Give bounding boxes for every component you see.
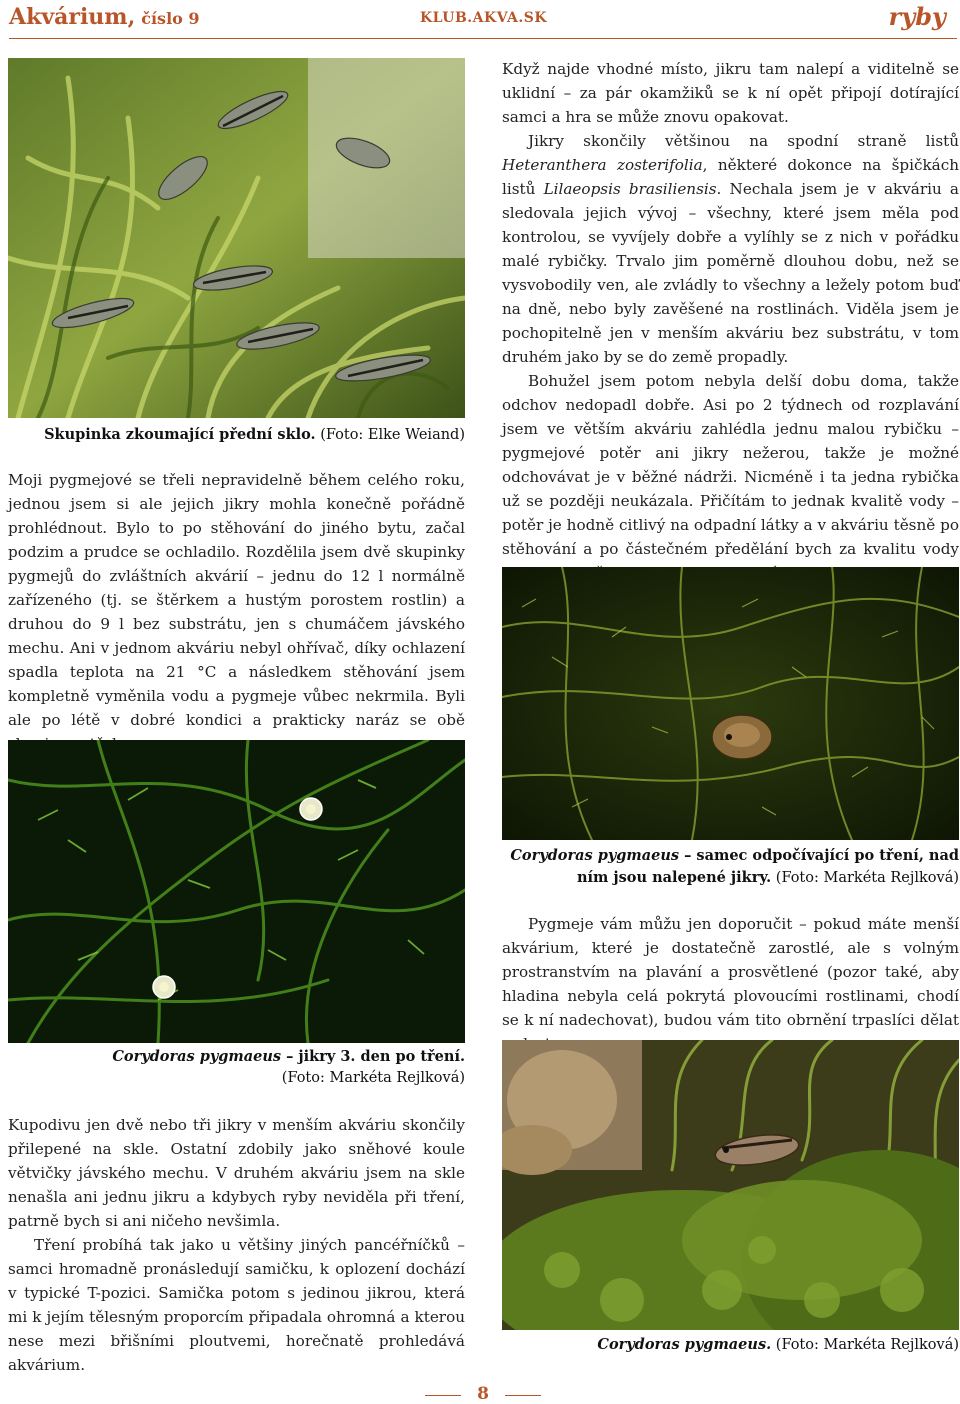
caption-text: – samec odpočívající po tření, nad <box>679 847 959 864</box>
page-number-rule-right <box>505 1395 541 1396</box>
paragraph: Kupodivu jen dvě nebo tři jikry v menším akváriu skončily přilepené na skle. Ostatní zdobily jako sněhové koule větvičky jávského mechu. V druhém akváriu jsem na skle nenašla ani jednu jikru a kdybych ryby neviděla při tření, patrně bych si ani ničeho nevšimla. <box>8 1116 465 1230</box>
paragraph: Pygmeje vám můžu jen doporučit – pokud máte menší akvárium, které je dostatečně zarostlé, ale s volným prostranstvím na plavání a prosvětlené (pozor také, aby hladina nebyla celá pokrytá plovoucími rostlinami, chodí se k ní nadechovat), budou vám tito obrnění trpaslíci dělat <box>502 915 959 1029</box>
paragraph: Moji pygmejové se třeli nepravidelně během celého roku, jednou jsem si ale jejich jikry mohla konečně pořádně prohlédnout. Bylo to po stěhování do jiného bytu, začal podzim a prudce se ochladilo. Rozdělila jsem dvě skupinky pygmejů do zvláštních akvárií – jednu do 12 l normálně zařízeného (tj. se štěrkem a hustým porostem rostlin) a druhou do 9 l bez substrátu, jen s chumáčem jávského mechu. Ani v jednom akváriu nebyl ohřívač, díky ochlazení spadla teplota na 21 °C a následkem stěhování jsem kompletně vyměnila vodu a pygmeje vůbec nekrmila. Byli ale po létě v dobré kondici a prakticky naráz se obě <box>8 471 465 729</box>
site-name: KLUB.AKVA.SK <box>420 10 547 26</box>
photo-credit: (Foto: Markéta Rejlková) <box>281 1070 465 1086</box>
caption-text: – jikry 3. den po tření. <box>281 1048 465 1065</box>
photo-fish-group <box>8 58 465 418</box>
photo-credit: (Foto: Elke Weiand) <box>320 427 465 443</box>
caption-species: Corydoras pygmaeus <box>112 1048 282 1065</box>
species-name: Lilaeopsis brasiliensis <box>543 180 717 198</box>
species-name: Heteranthera zosterifolia <box>502 156 703 174</box>
issue-number: číslo 9 <box>141 9 200 28</box>
article-paragraph-4 <box>502 912 959 1056</box>
caption-fish-on-moss <box>502 1334 959 1356</box>
caption-species: Corydoras pygmaeus. <box>597 1336 772 1353</box>
article-paragraph-1 <box>8 468 465 756</box>
article-paragraph-3 <box>502 57 959 585</box>
paragraph: Když najde vhodné místo, jikru tam nalepí a viditelně se uklidní – za pár okamžiků se k ní opět připojí dotírající samci a hra se může znovu opakovat. <box>502 60 959 126</box>
text-run: . Nechala jsem je v akváriu a sledovala jejich vývoj – všechny, které jsem měla pod kontrolou, se vyvíjely dobře a vylíhly se z nich v pořádku malé rybičky. Trvalo jim poměrně dlouhou dobu, než se vysvobodily ven, ale zvládly to všechny a ležely potom buď na dně, nebo byly zavěšené na rostlinách. Viděla jsem je pochopitelně jen v menším akváriu bez substrátu, v tom druhém jako by se do země propadly. <box>502 180 959 366</box>
caption-male-resting <box>502 845 959 889</box>
text-run: Jikry skončily většinou na spodní straně listů <box>528 132 959 150</box>
photo-eggs <box>8 740 465 1043</box>
page-number: 8 <box>477 1384 489 1404</box>
magazine-name: Akvárium, <box>9 4 136 30</box>
caption-text: Skupinka zkoumající přední sklo. <box>44 426 316 443</box>
magazine-title <box>9 4 200 30</box>
caption-species: Corydoras pygmaeus <box>510 847 680 864</box>
header-rule <box>9 38 957 39</box>
photo-credit: (Foto: Markéta Rejlková) <box>775 870 959 886</box>
caption-text: ním jsou nalepené jikry. <box>576 869 772 886</box>
paragraph: Bohužel jsem potom nebyla delší dobu doma, takže odchov nedopadl dobře. Asi po 2 týdnech od rozplavání jsem ve větším akváriu zahlédla jednu malou rybičku – pygmejové potěr ani jikry nežerou, takže je možné odchovávat je v běžné nádrži. Nicméně i ta jedna rybička už se později neukázala. Přičítám to jednak kvalitě vody – potěr je hodně citlivý na odpadní látky a v akváriu těsně po stěhování a po částečném předělání bych za kvalitu vody <box>502 372 959 558</box>
caption-fish-group <box>8 424 465 446</box>
article-paragraph-2 <box>8 1113 465 1377</box>
photo-credit: (Foto: Markéta Rejlková) <box>775 1337 959 1353</box>
paragraph: Tření probíhá tak jako u většiny jiných pancéřníčků – samci hromadně pronásledují samičku, k oplození dochází v typické T-pozici. Samička potom s jedinou jikrou, která mi k jejím tělesným proporcím připadala ohromná a kterou nese mezi břišními ploutvemi, horečnatě prohledává akvárium. <box>8 1236 465 1374</box>
section-name: ryby <box>888 2 946 31</box>
paragraph-species <box>502 129 959 369</box>
text-run: , některé dokonce na špičkách listů <box>502 156 959 198</box>
caption-eggs <box>8 1046 465 1089</box>
photo-male-resting <box>502 567 959 840</box>
photo-fish-on-moss <box>502 1040 959 1330</box>
